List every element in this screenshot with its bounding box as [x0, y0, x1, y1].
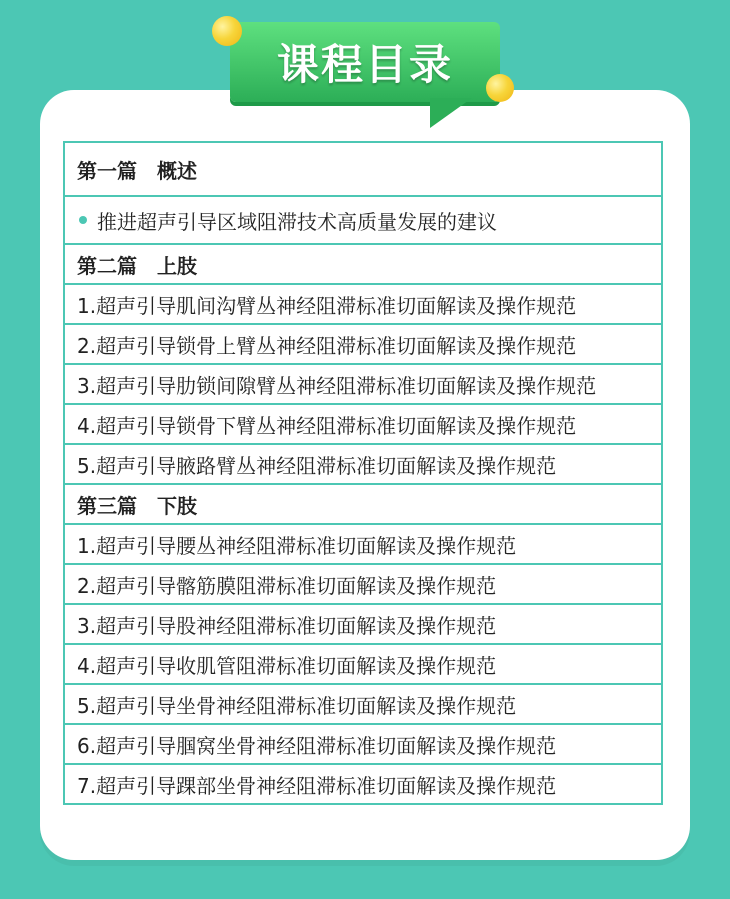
list-item: 3.超声引导肋锁间隙臂丛神经阻滞标准切面解读及操作规范 — [65, 365, 661, 405]
section-heading: 第三篇 下肢 — [65, 485, 661, 525]
title-banner-tail — [430, 98, 472, 128]
list-item: 6.超声引导腘窝坐骨神经阻滞标准切面解读及操作规范 — [65, 725, 661, 765]
page-title: 课程目录 — [276, 40, 453, 89]
list-item: 4.超声引导锁骨下臂丛神经阻滞标准切面解读及操作规范 — [65, 405, 661, 445]
list-item: 5.超声引导腋路臂丛神经阻滞标准切面解读及操作规范 — [65, 445, 661, 485]
list-item: 7.超声引导踝部坐骨神经阻滞标准切面解读及操作规范 — [65, 765, 661, 805]
section-heading: 第二篇 上肢 — [65, 245, 661, 285]
list-item: 1.超声引导肌间沟臂丛神经阻滞标准切面解读及操作规范 — [65, 285, 661, 325]
yellow-dot-decoration — [486, 74, 514, 102]
list-item: 2.超声引导锁骨上臂丛神经阻滞标准切面解读及操作规范 — [65, 325, 661, 365]
yellow-dot-decoration — [212, 16, 242, 46]
section-heading: 第一篇 概述 — [65, 143, 661, 197]
bullet-dot-icon — [79, 216, 87, 224]
list-item: 2.超声引导髂筋膜阻滞标准切面解读及操作规范 — [65, 565, 661, 605]
list-item: 5.超声引导坐骨神经阻滞标准切面解读及操作规范 — [65, 685, 661, 725]
list-item: 3.超声引导股神经阻滞标准切面解读及操作规范 — [65, 605, 661, 645]
catalog-table — [63, 141, 663, 805]
list-item — [65, 197, 661, 245]
list-item-label: 推进超声引导区域阻滞技术高质量发展的建议 — [97, 209, 497, 234]
list-item: 1.超声引导腰丛神经阻滞标准切面解读及操作规范 — [65, 525, 661, 565]
list-item: 4.超声引导收肌管阻滞标准切面解读及操作规范 — [65, 645, 661, 685]
